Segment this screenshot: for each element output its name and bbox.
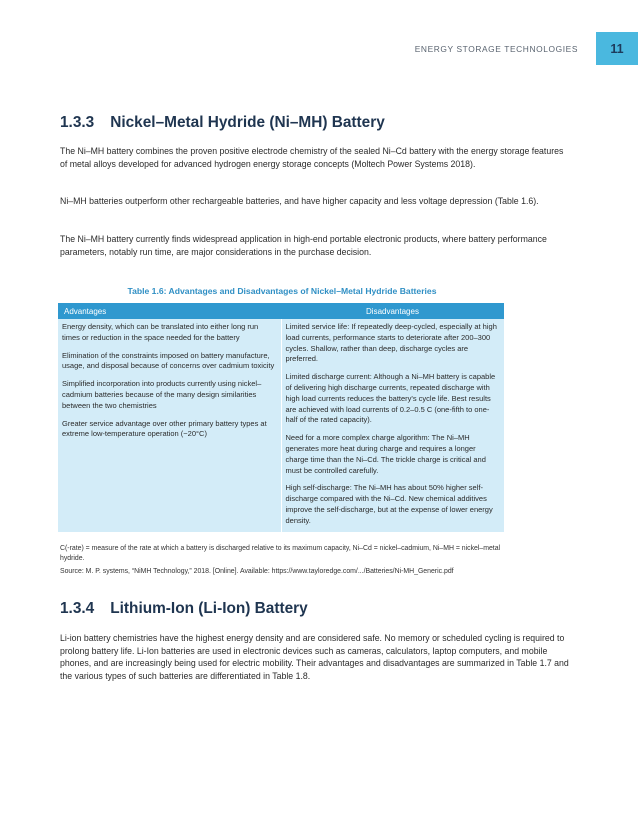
advantage-item: Elimination of the constraints imposed on battery manufacture, usage, and disposal because of concerns over cadmium toxicity [62, 350, 275, 371]
section-number: 1.3.4 [60, 600, 95, 617]
running-head: ENERGY STORAGE TECHNOLOGIES [414, 44, 578, 54]
section-title: Lithium-Ion (Li-Ion) Battery [110, 600, 308, 617]
disadvantage-item: Limited discharge current: Although a Ni–MH battery is capable of delivering high discharge currents, repeated discharge with high load currents reduces the battery's cycle life. Best results are achieved with load currents of 0.2–0.5 C (one-fifth to one-half of the rated capacity). [285, 372, 496, 425]
advantages-disadvantages-table [58, 303, 504, 532]
paragraph: Ni–MH batteries outperform other rechargeable batteries, and have higher capacity and less voltage depression (Table 1.6). [60, 196, 539, 206]
section-heading-1-3-3 [60, 114, 385, 132]
column-header-advantages: Advantages [58, 303, 281, 319]
table-footnote: C(-rate) = measure of the rate at which a battery is discharged relative to its maximum capacity, Ni–Cd = nickel–cadmium, Ni–MH = nickel–metal hydride. [60, 545, 501, 563]
section-title: Nickel–Metal Hydride (Ni–MH) Battery [110, 114, 385, 131]
advantage-item: Simplified incorporation into products currently using nickel–cadmium batteries because of the many design similarities between the two chemistries [62, 379, 262, 410]
advantages-cell [58, 319, 281, 532]
advantage-item: Greater service advantage over other primary battery types at extreme low-temperature operation (−20°C) [62, 418, 267, 439]
advantage-item: Energy density, which can be translated into either long run times or reduction in the space needed for the battery [62, 322, 259, 342]
page-number-tab [596, 32, 638, 65]
section-heading-1-3-4 [60, 600, 308, 618]
section-number: 1.3.3 [60, 114, 95, 131]
page-number: 11 [610, 41, 624, 56]
table-source: Source: M. P. systems, “NiMH Technology,” 2018. [Online]. Available: https://www.tayloredge.com/.../Batteries/Ni-MH_Generic.pdf [60, 568, 454, 575]
disadvantage-item: Need for a more complex charge algorithm: The Ni–MH generates more heat during charge and requires a longer charge time than the Ni–Cd. The trickle charge is critical and must be controlled carefully. [285, 433, 486, 475]
disadvantage-item: Limited service life: If repeatedly deep-cycled, especially at high load currents, performance starts to deteriorate after 200–300 cycles. Shallow, rather than deep, discharge cycles are preferred. [285, 322, 497, 364]
paragraph: Li-ion battery chemistries have the highest energy density and are considered safe. No memory or scheduled cycling is required to prolong battery life. Li-Ion batteries are used in electronic devices such as cameras, calculators, laptop computers, and mobile phones, and are increasingly being used for electric mobility. Their advantages and disadvantages are summarized in Table 1.7 and the various types of such batteries are differentiated in Table 1.8. [60, 633, 569, 681]
table-row [58, 319, 504, 532]
paragraph: The Ni–MH battery combines the proven positive electrode chemistry of the sealed Ni–Cd battery with the energy storage features of metal alloys developed for advanced hydrogen energy storage concepts (Moltech Power Systems 2018). [60, 146, 564, 169]
table-caption: Table 1.6: Advantages and Disadvantages of Nickel–Metal Hydride Batteries [127, 286, 437, 296]
disadvantages-cell [281, 319, 504, 532]
disadvantage-item: High self-discharge: The Ni–MH has about 50% higher self-discharge compared with the Ni–Cd. New chemical additives improve the self-discharge, but at the expense of lower energy density. [285, 483, 493, 525]
table-header-row [58, 303, 504, 319]
paragraph: The Ni–MH battery currently finds widespread application in high-end portable electronic products, where battery performance parameters, notably run time, are major considerations in the purchase decision. [60, 234, 547, 257]
column-header-disadvantages: Disadvantages [281, 303, 504, 319]
